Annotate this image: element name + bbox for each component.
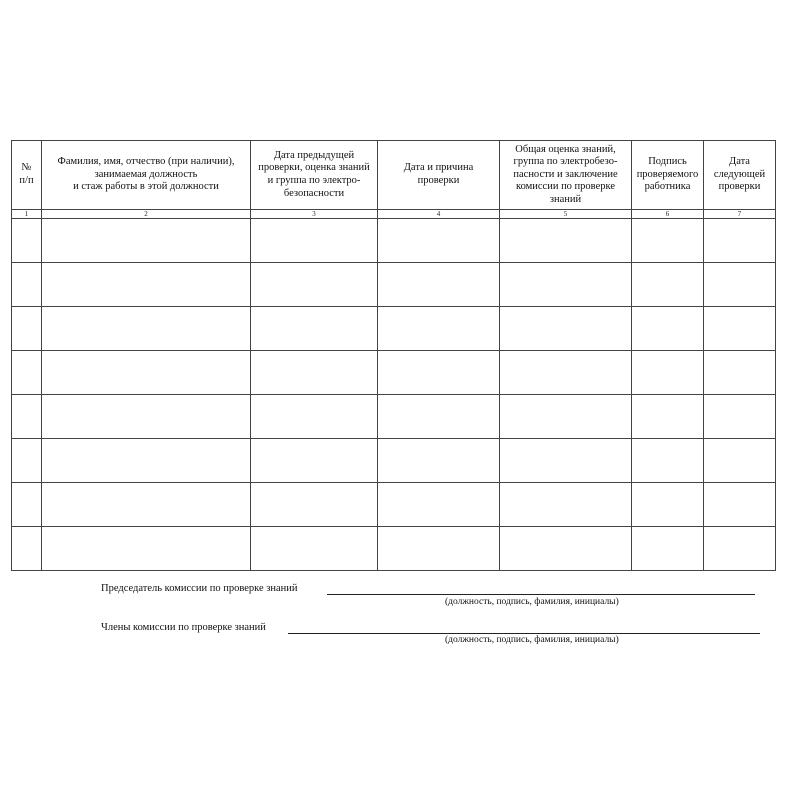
- table-cell[interactable]: [378, 483, 500, 527]
- table-cell[interactable]: [12, 483, 42, 527]
- column-number: 5: [500, 210, 632, 219]
- table-cell[interactable]: [378, 527, 500, 571]
- table-row: [12, 263, 776, 307]
- column-number: 7: [704, 210, 776, 219]
- table-cell[interactable]: [378, 351, 500, 395]
- table-cell[interactable]: [500, 483, 632, 527]
- table-cell[interactable]: [251, 527, 378, 571]
- header-label: Общая оценка знаний, группа по электробезо- пасности и заключение комиссии по проверке знаний: [513, 143, 618, 205]
- table-row: [12, 351, 776, 395]
- table-cell[interactable]: [500, 395, 632, 439]
- column-number: 4: [378, 210, 500, 219]
- header-cell-number: [12, 141, 42, 210]
- table-cell[interactable]: [704, 219, 776, 263]
- table-row: [12, 439, 776, 483]
- table-cell[interactable]: [378, 219, 500, 263]
- table-cell[interactable]: [251, 483, 378, 527]
- table-cell[interactable]: [704, 483, 776, 527]
- table-cell[interactable]: [704, 351, 776, 395]
- table-cell[interactable]: [704, 263, 776, 307]
- members-label: Члены комиссии по проверке знаний: [101, 622, 266, 633]
- column-number: 6: [632, 210, 704, 219]
- table-cell[interactable]: [500, 219, 632, 263]
- table-cell[interactable]: [632, 395, 704, 439]
- table-cell[interactable]: [12, 395, 42, 439]
- table-row: [12, 483, 776, 527]
- column-number: 1: [12, 210, 42, 219]
- column-number: 3: [251, 210, 378, 219]
- table-cell[interactable]: [251, 439, 378, 483]
- chairman-hint: (должность, подпись, фамилия, инициалы): [445, 597, 619, 607]
- header-label: Дата предыдущей проверки, оценка знаний и группа по электро- безопасности: [258, 149, 370, 199]
- table-cell[interactable]: [42, 307, 251, 351]
- table-cell[interactable]: [251, 263, 378, 307]
- table-cell[interactable]: [632, 263, 704, 307]
- table-cell[interactable]: [500, 263, 632, 307]
- column-number-row: [12, 210, 776, 219]
- table-cell[interactable]: [704, 527, 776, 571]
- column-number: 2: [42, 210, 251, 219]
- table-row: [12, 219, 776, 263]
- table-cell[interactable]: [42, 483, 251, 527]
- table-cell[interactable]: [251, 395, 378, 439]
- header-cell-next-check-date: [704, 141, 776, 210]
- header-cell-employee-signature: [632, 141, 704, 210]
- table-cell[interactable]: [251, 307, 378, 351]
- table-cell[interactable]: [378, 395, 500, 439]
- header-label: № п/п: [19, 162, 34, 186]
- table-cell[interactable]: [704, 439, 776, 483]
- table-cell[interactable]: [632, 527, 704, 571]
- table-cell[interactable]: [632, 307, 704, 351]
- table-cell[interactable]: [12, 307, 42, 351]
- header-label: Дата следующей проверки: [713, 156, 766, 193]
- table-cell[interactable]: [632, 219, 704, 263]
- table-cell[interactable]: [500, 351, 632, 395]
- header-cell-previous-check: [251, 141, 378, 210]
- table-cell[interactable]: [42, 527, 251, 571]
- chairman-label: Председатель комиссии по проверке знаний: [101, 583, 298, 594]
- table-cell[interactable]: [704, 395, 776, 439]
- table-cell[interactable]: [42, 439, 251, 483]
- table-cell[interactable]: [12, 219, 42, 263]
- table-cell[interactable]: [500, 527, 632, 571]
- table-cell[interactable]: [42, 395, 251, 439]
- table-cell[interactable]: [500, 307, 632, 351]
- header-cell-check-date-reason: [378, 141, 500, 210]
- table-cell[interactable]: [378, 307, 500, 351]
- table-cell[interactable]: [500, 439, 632, 483]
- chairman-signature-line[interactable]: [327, 594, 755, 595]
- members-signature-line[interactable]: [288, 633, 760, 634]
- table-cell[interactable]: [704, 307, 776, 351]
- header-label: Дата и причина проверки: [403, 162, 474, 186]
- table-cell[interactable]: [378, 439, 500, 483]
- header-label: Подпись проверяемого работника: [636, 156, 699, 193]
- header-label: Фамилия, имя, отчество (при наличии), занимаемая должность и стаж работы в этой должности: [57, 156, 235, 193]
- table-body: [12, 219, 776, 571]
- table-cell[interactable]: [632, 439, 704, 483]
- table-cell[interactable]: [251, 351, 378, 395]
- table-row: [12, 527, 776, 571]
- table-cell[interactable]: [12, 527, 42, 571]
- table-cell[interactable]: [42, 263, 251, 307]
- table-row: [12, 395, 776, 439]
- header-cell-overall-assessment: [500, 141, 632, 210]
- table-cell[interactable]: [632, 483, 704, 527]
- table-cell[interactable]: [12, 439, 42, 483]
- journal-sheet: [11, 140, 775, 571]
- table-cell[interactable]: [632, 351, 704, 395]
- knowledge-check-table: [11, 140, 776, 571]
- header-cell-full-name: [42, 141, 251, 210]
- table-cell[interactable]: [42, 351, 251, 395]
- table-cell[interactable]: [378, 263, 500, 307]
- table-row: [12, 307, 776, 351]
- table-cell[interactable]: [12, 263, 42, 307]
- table-cell[interactable]: [251, 219, 378, 263]
- header-row: [12, 141, 776, 210]
- members-hint: (должность, подпись, фамилия, инициалы): [445, 635, 619, 645]
- table-cell[interactable]: [12, 351, 42, 395]
- table-cell[interactable]: [42, 219, 251, 263]
